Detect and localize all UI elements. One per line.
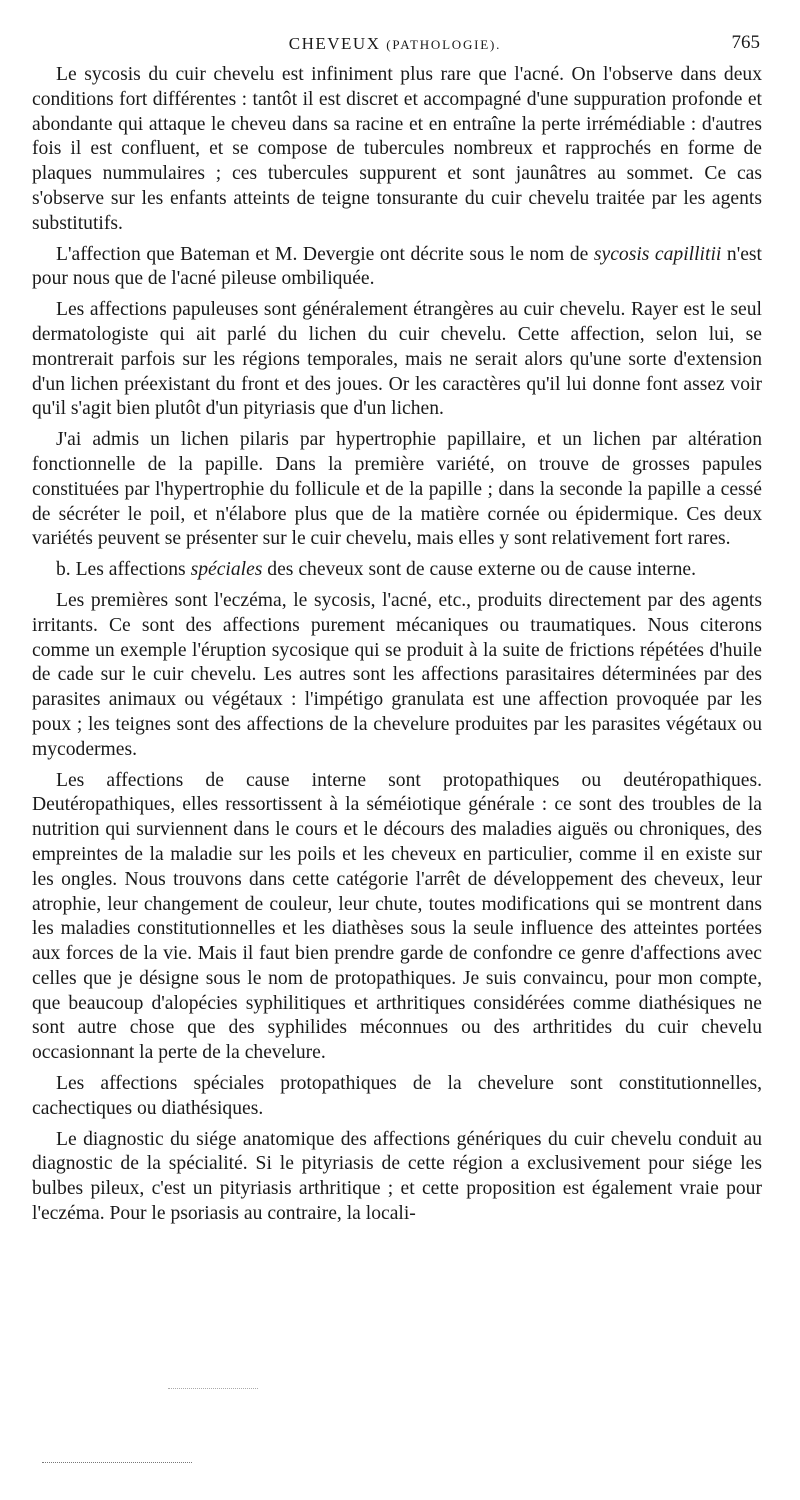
running-head (30, 34, 760, 54)
paragraph-bateman-italic: sycosis capillitii (593, 243, 722, 265)
page-number: 765 (731, 32, 760, 53)
paragraph-speciales-italic: spéciales (190, 559, 263, 581)
paragraph-lichen: J'ai admis un lichen pilaris par hypertrophie papillaire, et un lichen par altération fonctionnelle de la papille. Dans la première variété, on trouve de grosses papules constituées par l'hypertrophie du follicule et de la papille ; dans la seconde la papille a cessé de sécréter le poil, et n'élabore plus que de la matière cornée ou épidermique. Ces deux variétés peuvent se présenter sur le cuir chevelu, mais elles y sont relativement fort rares. (32, 429, 762, 550)
paragraph-papuleuses: Les affections papuleuses sont généralement étrangères au cuir chevelu. Rayer est le seul dermatologiste qui ait parlé du lichen du cuir chevelu. Cette affection, selon lui, se montrerait parfois sur les régions temporales, mais ne serait alors qu'une sorte d'extension d'un lichen préexistant du front et des joues. Or les caractères qu'il lui donne font assez voir qu'il s'agit bien plutôt d'un pityriasis que d'un lichen. (32, 299, 762, 420)
body-text (32, 63, 762, 1233)
running-head-title: CHEVEUX (288, 34, 381, 53)
paragraph-bateman-text: L'affection que Bateman et M. Devergie ont décrite sous le nom de (56, 243, 594, 265)
paragraph-protopathiques: Les affections spéciales protopathiques de la chevelure sont constitutionnelles, cachectiques ou diathésiques. (32, 1073, 762, 1119)
paragraph-sycosis: Le sycosis du cuir chevelu est infiniment plus rare que l'acné. On l'observe dans deux conditions fort différentes : tantôt il est discret et accompagné d'une suppuration profonde et abondante qui attaque le cheveu dans sa racine et en entraîne la perte irrémédiable : d'autres fois il est confluent, et se compose de tubercules nombreux et rapprochés en forme de plaques nummulaires ; ces tubercules suppurent et sont jaunâtres au sommet. Ce cas s'observe sur les enfants atteints de teigne tonsurante du cuir chevelu traitée par les agents substitutifs. (32, 64, 762, 234)
page-header (30, 34, 760, 60)
stray-print-marks (168, 1388, 258, 1389)
footer-dotted-rule (42, 1462, 192, 1463)
paragraph-bateman-text-end: n'est pour nous que de l'acné pileuse ombiliquée. (32, 243, 762, 290)
paragraph-speciales-text: b. Les affections (56, 559, 191, 581)
paragraph-premieres: Les premières sont l'eczéma, le sycosis, l'acné, etc., produits directement par des agents irritants. Ce sont des affections purement mécaniques ou traumatiques. Nous citerons comme un exemple l'éruption sycosique qui se produit à la suite de frictions répétées d'huile de cade sur le cuir chevelu. Les autres sont les affections parasitaires déterminées par des parasites animaux ou végétaux : l'impétigo granulata est une affection provoquée par les poux ; les teignes sont des affections de la chevelure produites par les parasites végétaux ou mycodermes. (32, 589, 762, 760)
paragraph-bateman (32, 243, 762, 293)
running-head-subtitle: (PATHOLOGIE). (386, 37, 502, 52)
paragraph-diagnostic: Le diagnostic du siége anatomique des affections génériques du cuir chevelu conduit au diagnostic de la spécialité. Si le pityriasis de cette région a exclusivement pour siége les bulbes pileux, c'est un pityriasis arthritique ; et cette proposition est également vraie pour l'eczéma. Pour le psoriasis au contraire, la locali- (32, 1128, 762, 1225)
paragraph-speciales-text-end: des cheveux sont de cause externe ou de cause interne. (262, 559, 697, 581)
paragraph-cause-interne: Les affections de cause interne sont protopathiques ou deutéropathiques. Deutéropathiques, elles ressortissent à la séméiotique générale : ce sont des troubles de la nutrition qui surviennent dans le cours et le décours des maladies aiguës ou chroniques, des empreintes de la maladie sur les poils et les cheveux en particulier, comme il en existe sur les ongles. Nous trouvons dans cette catégorie l'arrêt de développement des cheveux, leur atrophie, leur changement de couleur, leur chute, toutes modifications qui se montrent dans les maladies constitutionnelles et les diathèses sous la seule influence des atteintes portées aux forces de la vie. Mais il faut bien prendre garde de confondre ce genre d'affections avec celles que je désigne sous le nom de protopathiques. Je suis convaincu, pour mon compte, que beaucoup d'alopécies syphilitiques et arthritiques considérées comme diathésiques ne sont autre chose que des syphilides méconnues ou des arthritides du cuir chevelu occasionnant la perte de la chevelure. (32, 769, 762, 1064)
paragraph-speciales (32, 558, 762, 583)
